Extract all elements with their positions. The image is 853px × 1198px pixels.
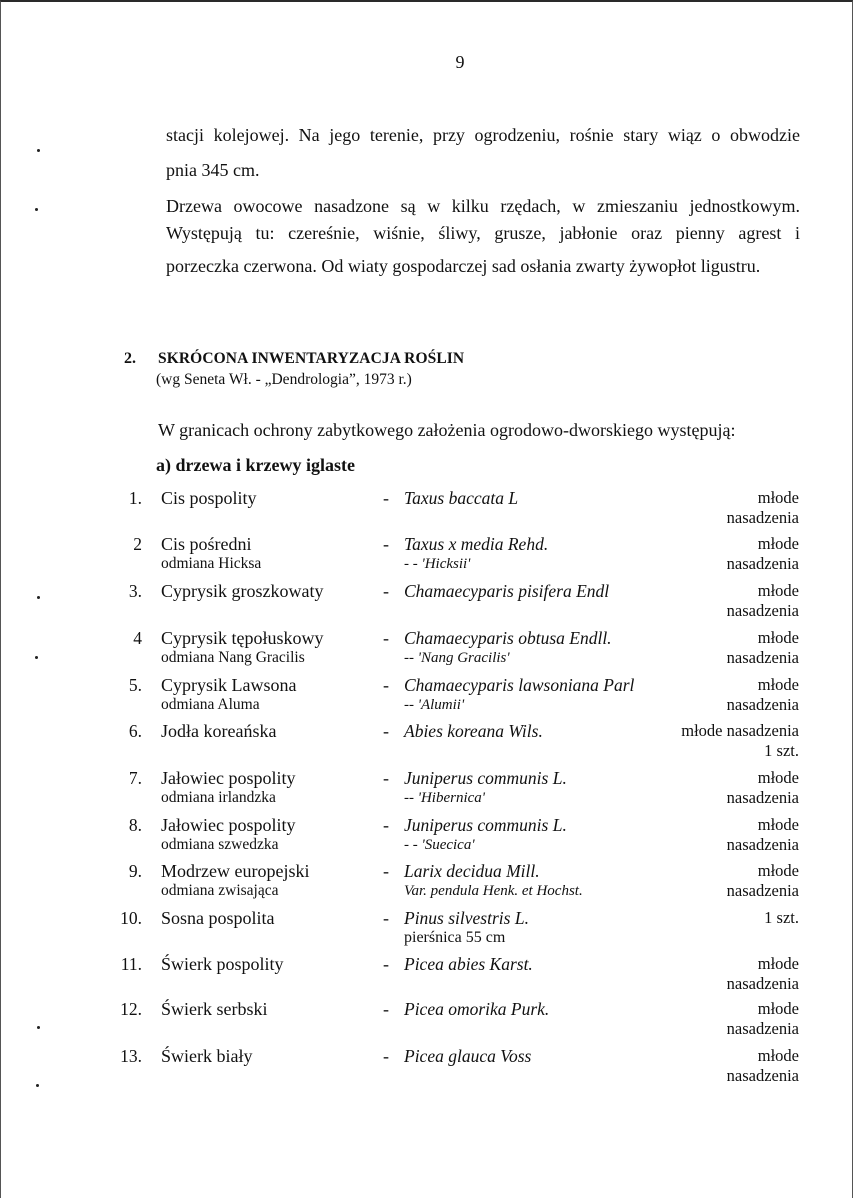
planting-status-note: nasadzenia (726, 1019, 799, 1038)
latin-name: Pinus silvestris L. (404, 908, 529, 928)
planting-status: młode (757, 1046, 799, 1065)
latin-cultivar: -- 'Nang Gracilis' (404, 650, 510, 666)
separator-dash: - (383, 1046, 389, 1066)
planting-status: 1 szt. (764, 908, 799, 927)
subsection-heading: a) drzewa i krzewy iglaste (156, 455, 355, 475)
separator-dash: - (383, 954, 389, 974)
item-number: 9. (128, 861, 142, 881)
plant-variety: odmiana Aluma (161, 696, 260, 713)
item-number: 6. (128, 721, 142, 741)
scan-artifact (35, 656, 38, 659)
planting-status-note: nasadzenia (726, 554, 799, 573)
latin-name: Picea glauca Voss (404, 1046, 532, 1066)
scan-artifact (35, 208, 38, 211)
plant-name: Jałowiec pospolity (161, 768, 296, 788)
plant-name: Modrzew europejski (161, 861, 310, 881)
item-number: 8. (128, 815, 142, 835)
inventory-row (1, 628, 853, 672)
planting-status-note: nasadzenia (726, 1066, 799, 1085)
separator-dash: - (383, 628, 389, 648)
separator-dash: - (383, 721, 389, 741)
paragraph-line: Występują tu: czereśnie, wiśnie, śliwy, grusze, jabłonie oraz pienny agrest i (166, 223, 800, 243)
latin-name: Chamaecyparis obtusa Endll. (404, 628, 612, 648)
paragraph-line: porzeczka czerwona. Od wiaty gospodarczej sad osłania zwarty żywopłot ligustru. (166, 256, 761, 276)
separator-dash: - (383, 861, 389, 881)
item-number: 10. (120, 908, 142, 928)
item-number: 12. (120, 999, 142, 1019)
separator-dash: - (383, 675, 389, 695)
latin-name: Chamaecyparis lawsoniana Parl (404, 675, 635, 695)
plant-name: Cis pośredni (161, 534, 252, 554)
latin-name: Chamaecyparis pisifera Endl (404, 581, 610, 601)
planting-status-note: nasadzenia (726, 974, 799, 993)
scan-artifact (37, 596, 40, 599)
latin-cultivar: Var. pendula Henk. et Hochst. (404, 883, 583, 899)
item-number: 3. (128, 581, 142, 601)
inventory-row (1, 861, 853, 905)
item-number: 2 (133, 534, 142, 554)
latin-cultivar: - - 'Hicksii' (404, 556, 471, 572)
inventory-row (1, 675, 853, 719)
page-number: 9 (455, 52, 465, 72)
item-number: 5. (128, 675, 142, 695)
planting-status: młode (757, 675, 799, 694)
plant-name: Świerk biały (161, 1046, 253, 1066)
planting-status: młode (757, 861, 799, 880)
item-number: 13. (120, 1046, 142, 1066)
latin-name: Juniperus communis L. (404, 815, 567, 835)
inventory-row (1, 999, 853, 1043)
planting-status-note: nasadzenia (726, 695, 799, 714)
plant-name: Sosna pospolita (161, 908, 275, 928)
inventory-row (1, 581, 853, 625)
separator-dash: - (383, 534, 389, 554)
paragraph-line: stacji kolejowej. Na jego terenie, przy ogrodzeniu, rośnie stary wiąz o obwodzie (166, 125, 800, 145)
latin-cultivar: -- 'Alumii' (404, 697, 465, 713)
separator-dash: - (383, 768, 389, 788)
inventory-row (1, 534, 853, 578)
inventory-row (1, 908, 853, 952)
section-title: SKRÓCONA INWENTARYZACJA ROŚLIN (158, 350, 465, 367)
intro-sentence: W granicach ochrony zabytkowego założenia ogrodowo-dworskiego występują: (158, 420, 736, 440)
separator-dash: - (383, 999, 389, 1019)
planting-status: młode (757, 488, 799, 507)
paragraph-line: pnia 345 cm. (166, 160, 260, 180)
plant-variety: odmiana zwisająca (161, 882, 279, 899)
latin-name: Taxus baccata L (404, 488, 519, 508)
plant-name: Jałowiec pospolity (161, 815, 296, 835)
section-number: 2. (124, 350, 136, 367)
item-number: 11. (120, 954, 142, 974)
plant-note: pierśnica 55 cm (404, 929, 506, 946)
planting-status-note: nasadzenia (726, 601, 799, 620)
separator-dash: - (383, 815, 389, 835)
planting-status: młode (757, 999, 799, 1018)
latin-name: Picea omorika Purk. (404, 999, 550, 1019)
plant-variety: odmiana irlandzka (161, 789, 276, 806)
planting-status: młode (757, 815, 799, 834)
separator-dash: - (383, 488, 389, 508)
plant-name: Cyprysik Lawsona (161, 675, 297, 695)
planting-status: młode (757, 954, 799, 973)
inventory-row (1, 488, 853, 532)
planting-status: młode (757, 581, 799, 600)
planting-status-note: 1 szt. (764, 741, 799, 760)
inventory-row (1, 954, 853, 998)
plant-variety: odmiana Nang Gracilis (161, 649, 305, 666)
plant-name: Cyprysik tępołuskowy (161, 628, 324, 648)
plant-name: Świerk serbski (161, 999, 268, 1019)
inventory-row (1, 1046, 853, 1090)
plant-name: Cis pospolity (161, 488, 257, 508)
latin-name: Picea abies Karst. (404, 954, 533, 974)
plant-name: Świerk pospolity (161, 954, 284, 974)
latin-name: Juniperus communis L. (404, 768, 567, 788)
planting-status: młode (757, 768, 799, 787)
planting-status: młode (757, 534, 799, 553)
item-number: 1. (128, 488, 142, 508)
planting-status-note: nasadzenia (726, 648, 799, 667)
scan-artifact (37, 149, 40, 152)
planting-status-note: nasadzenia (726, 835, 799, 854)
plant-name: Jodła koreańska (161, 721, 277, 741)
planting-status-note: nasadzenia (726, 788, 799, 807)
separator-dash: - (383, 581, 389, 601)
latin-name: Taxus x media Rehd. (404, 534, 549, 554)
planting-status-note: nasadzenia (726, 508, 799, 527)
latin-name: Larix decidua Mill. (404, 861, 540, 881)
plant-name: Cyprysik groszkowaty (161, 581, 324, 601)
inventory-row (1, 815, 853, 859)
item-number: 7. (128, 768, 142, 788)
latin-name: Abies koreana Wils. (404, 721, 543, 741)
inventory-row (1, 721, 853, 765)
planting-status: młode (757, 628, 799, 647)
paragraph-line: Drzewa owocowe nasadzone są w kilku rzędach, w zmieszaniu jednostkowym. (166, 196, 800, 216)
item-number: 4 (133, 628, 142, 648)
latin-cultivar: - - 'Suecica' (404, 837, 475, 853)
scan-artifact (37, 1026, 40, 1029)
latin-cultivar: -- 'Hibernica' (404, 790, 485, 806)
planting-status-note: nasadzenia (726, 881, 799, 900)
planting-status: młode nasadzenia (681, 721, 799, 740)
plant-variety: odmiana szwedzka (161, 836, 279, 853)
inventory-row (1, 768, 853, 812)
plant-variety: odmiana Hicksa (161, 555, 262, 572)
section-source: (wg Seneta Wł. - „Dendrologia”, 1973 r.) (156, 371, 412, 388)
separator-dash: - (383, 908, 389, 928)
scan-artifact (36, 1084, 39, 1087)
